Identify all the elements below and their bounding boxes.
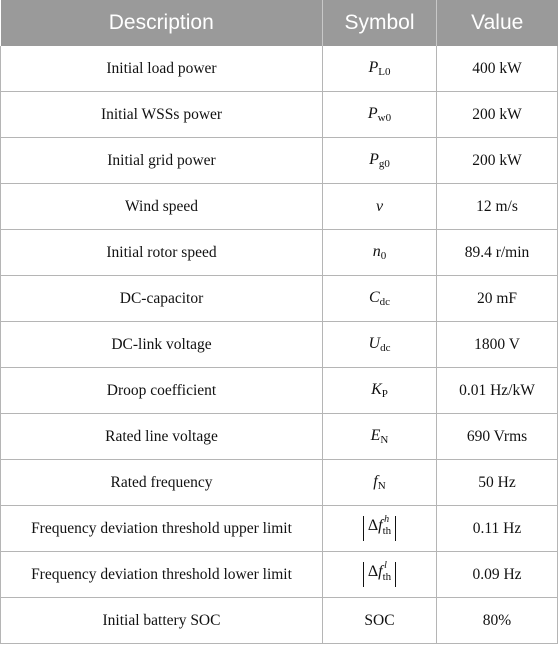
symbol-cell: $U_{dc}$ <box>323 322 437 368</box>
symbol-cell: v <box>323 184 437 230</box>
header-description: Description <box>1 0 323 46</box>
value-cell: 0.11 Hz <box>437 506 558 552</box>
description-cell: DC-capacitor <box>1 276 323 322</box>
value-cell: 0.09 Hz <box>437 552 558 598</box>
table-row <box>1 184 558 230</box>
description-cell: Initial grid power <box>1 138 323 184</box>
value-cell: 12 m/s <box>437 184 558 230</box>
value-cell: 50 Hz <box>437 460 558 506</box>
symbol-cell: SOC <box>323 598 437 644</box>
value-cell: 89.4 r/min <box>437 230 558 276</box>
description-cell: DC-link voltage <box>1 322 323 368</box>
table-row <box>1 460 558 506</box>
table-row <box>1 368 558 414</box>
description-cell: Initial load power <box>1 46 323 92</box>
table-row <box>1 322 558 368</box>
description-cell: Frequency deviation threshold lower limit <box>1 552 323 598</box>
table-row <box>1 138 558 184</box>
table-row <box>1 552 558 598</box>
symbol-cell: Δf l $_{th}$ <box>323 552 437 598</box>
table-row <box>1 506 558 552</box>
symbol-cell: $f_N$ <box>323 460 437 506</box>
description-cell: Initial battery SOC <box>1 598 323 644</box>
table-row <box>1 598 558 644</box>
symbol-cell: $P_{g0}$ <box>323 138 437 184</box>
table-row <box>1 46 558 92</box>
value-cell: 20 mF <box>437 276 558 322</box>
symbol-cell: $P_{L0}$ <box>323 46 437 92</box>
table-row <box>1 414 558 460</box>
description-cell: Wind speed <box>1 184 323 230</box>
table-row <box>1 92 558 138</box>
table-row <box>1 276 558 322</box>
value-cell: 400 kW <box>437 46 558 92</box>
description-cell: Frequency deviation threshold upper limit <box>1 506 323 552</box>
description-cell: Rated line voltage <box>1 414 323 460</box>
header-value: Value <box>437 0 558 46</box>
value-cell: 200 kW <box>437 92 558 138</box>
description-cell: Rated frequency <box>1 460 323 506</box>
symbol-cell: Δf h $_{th}$ <box>323 506 437 552</box>
value-cell: 690 Vrms <box>437 414 558 460</box>
symbol-cell: $n_0$ <box>323 230 437 276</box>
value-cell: 0.01 Hz/kW <box>437 368 558 414</box>
value-cell: 1800 V <box>437 322 558 368</box>
value-cell: 80% <box>437 598 558 644</box>
description-cell: Initial rotor speed <box>1 230 323 276</box>
symbol-cell: $P_{w0}$ <box>323 92 437 138</box>
description-cell: Initial WSSs power <box>1 92 323 138</box>
table-row <box>1 230 558 276</box>
description-cell: Droop coefficient <box>1 368 323 414</box>
value-cell: 200 kW <box>437 138 558 184</box>
symbol-cell: $C_{dc}$ <box>323 276 437 322</box>
header-symbol: Symbol <box>323 0 437 46</box>
symbol-cell: $E_N$ <box>323 414 437 460</box>
header-row <box>1 0 558 46</box>
symbol-cell: $K_P$ <box>323 368 437 414</box>
